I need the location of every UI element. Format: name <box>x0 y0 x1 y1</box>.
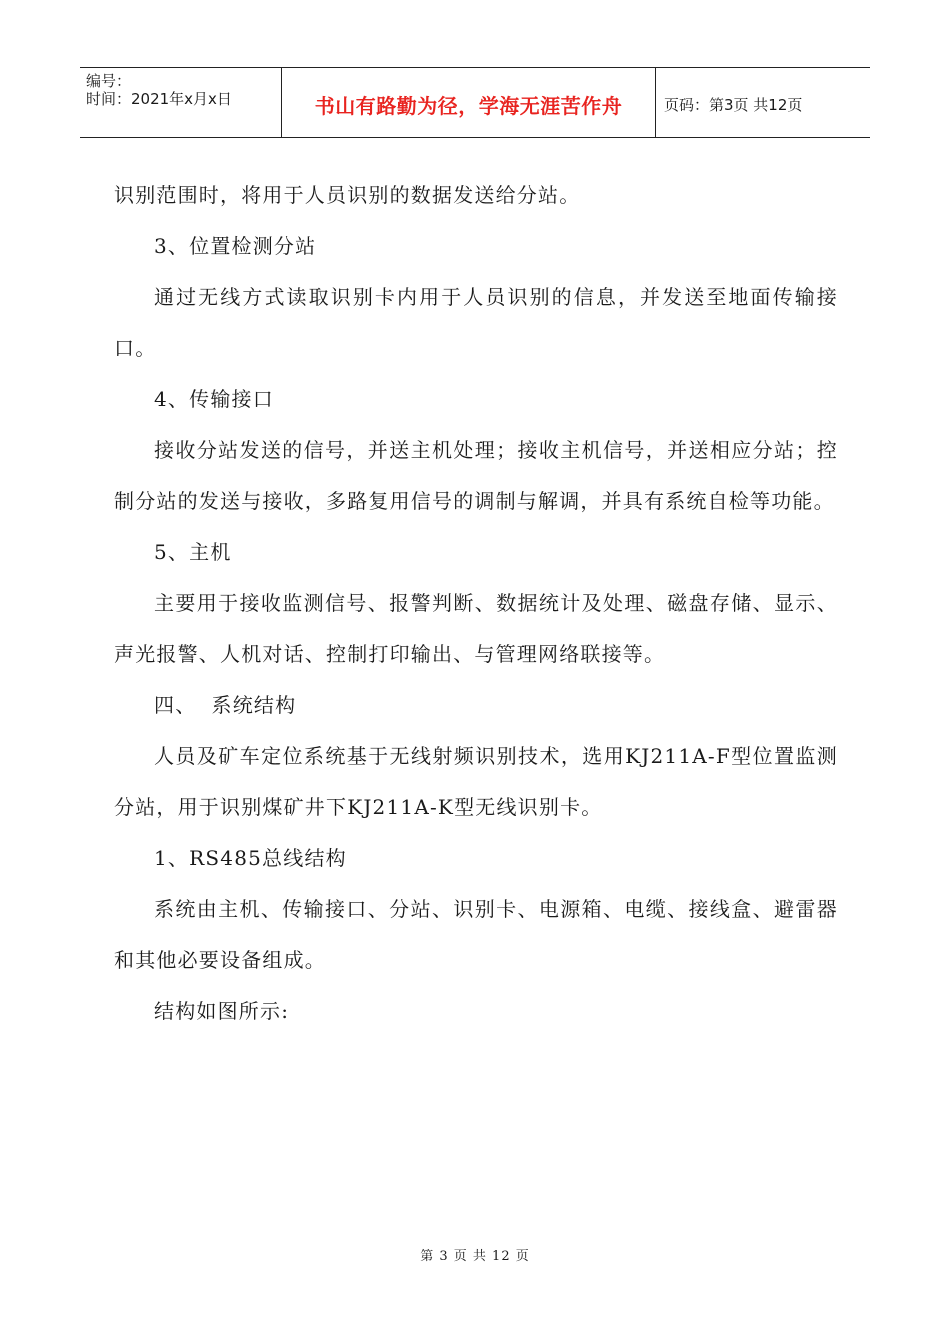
header-motto-cell <box>282 68 656 137</box>
motto-text: 书山有路勤为径，学海无涯苦作舟 <box>314 94 623 118</box>
paragraph: 人员及矿车定位系统基于无线射频识别技术，选用KJ211A-F型位置监测分站，用于识别煤矿井下KJ211A-K型无线识别卡。 <box>114 744 838 819</box>
section-heading: 4、传输接口 <box>154 387 274 411</box>
section-heading: 5、主机 <box>154 540 232 564</box>
footer-page-number: 第 3 页 共 12 页 <box>420 1249 530 1264</box>
header-meta <box>80 68 282 137</box>
document-body <box>114 170 838 1037</box>
page-footer <box>0 1245 950 1264</box>
paragraph: 主要用于接收监测信号、报警判断、数据统计及处理、磁盘存储、显示、声光报警、人机对话、控制打印输出、与管理网络联接等。 <box>114 591 838 666</box>
paragraph: 结构如图所示: <box>154 999 290 1023</box>
serial-label: 编号： <box>86 72 132 90</box>
header-page-info <box>656 72 870 137</box>
paragraph: 系统由主机、传输接口、分站、识别卡、电源箱、电缆、接线盒、避雷器和其他必要设备组成。 <box>114 897 838 972</box>
paragraph: 识别范围时，将用于人员识别的数据发送给分站。 <box>114 183 581 207</box>
paragraph: 接收分站发送的信号，并送主机处理；接收主机信号，并送相应分站；控制分站的发送与接收，多路复用信号的调制与解调，并具有系统自检等功能。 <box>114 438 838 513</box>
page-header <box>80 67 870 138</box>
page-info-text: 页码：第3页 共12页 <box>664 96 803 114</box>
section-heading: 1、RS485总线结构 <box>154 846 347 870</box>
section-heading: 3、位置检测分站 <box>154 234 317 258</box>
paragraph: 通过无线方式读取识别卡内用于人员识别的信息，并发送至地面传输接口。 <box>114 285 838 360</box>
time-label: 时间：2021年x月x日 <box>86 90 232 108</box>
chapter-heading: 四、 系统结构 <box>154 693 297 717</box>
